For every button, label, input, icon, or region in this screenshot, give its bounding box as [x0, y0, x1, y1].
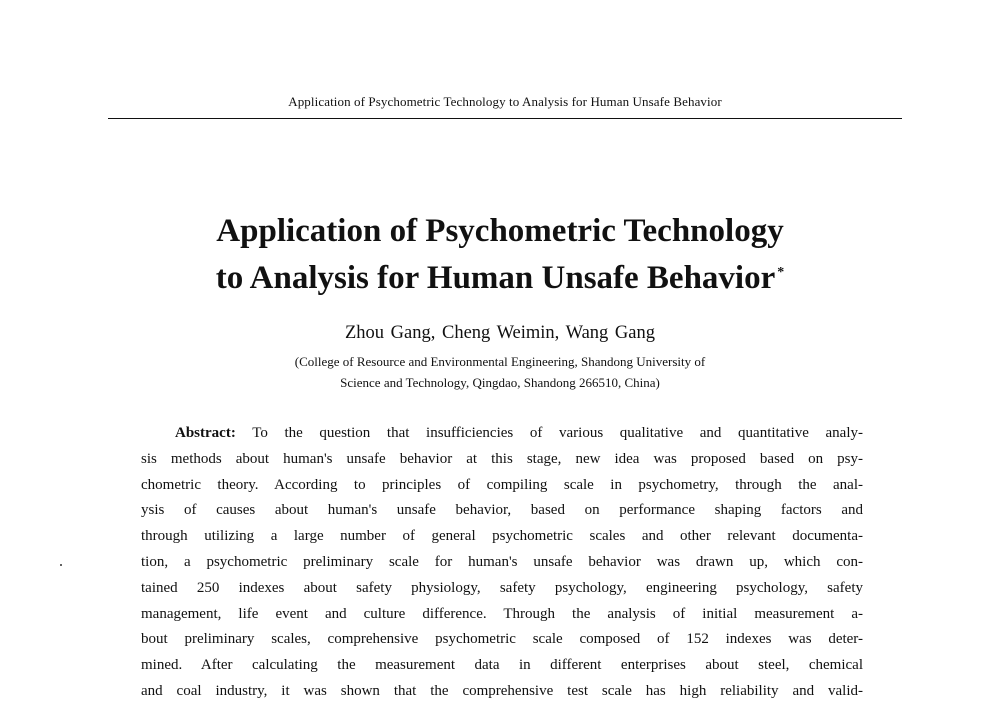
header-rule	[108, 118, 902, 119]
abstract-line: mined. After calculating the measurement data in different enterprises about steel, chemical	[141, 657, 863, 674]
abstract-line: management, life event and culture difference. Through the analysis of initial measurement a-	[141, 605, 863, 622]
paper-title	[100, 210, 900, 299]
abstract-label: Abstract:	[175, 425, 236, 441]
margin-mark	[60, 564, 62, 566]
abstract	[141, 421, 863, 705]
abstract-line: through utilizing a large number of general psychometric scales and other relevant documenta-	[141, 528, 863, 545]
abstract-line: tained 250 indexes about safety physiology, safety psychology, engineering psychology, safety	[141, 579, 863, 596]
affiliation	[100, 351, 900, 393]
abstract-line: sis methods about human's unsafe behavior at this stage, new idea was proposed based on psy-	[141, 450, 863, 467]
affiliation-line-2: Science and Technology, Qingdao, Shandong 266510, China)	[340, 375, 660, 390]
abstract-line: tion, a psychometric preliminary scale for human's unsafe behavior was drawn up, which con-	[141, 553, 863, 570]
abstract-line-text: To the question that insufficiencies of various qualitative and quantitative analy-	[252, 425, 863, 441]
title-line-2	[100, 252, 900, 299]
abstract-line	[141, 421, 863, 447]
affiliation-line-1: (College of Resource and Environmental Engineering, Shandong University of	[294, 354, 706, 369]
abstract-line: bout preliminary scales, comprehensive psychometric scale composed of 152 indexes was deter-	[141, 631, 863, 648]
title-line-2-text: to Analysis for Human Unsafe Behavior	[215, 260, 776, 296]
author-list: Zhou Gang, Cheng Weimin, Wang Gang	[344, 323, 655, 343]
running-head: Application of Psychometric Technology to Analysis for Human Unsafe Behavior	[288, 94, 722, 109]
abstract-line: ysis of causes about human's unsafe behavior, based on performance shaping factors and	[141, 502, 863, 519]
title-line-1: Application of Psychometric Technology	[216, 213, 784, 249]
abstract-line: and coal industry, it was shown that the comprehensive test scale has high reliability and valid-	[141, 682, 863, 699]
title-footnote-mark: *	[777, 265, 785, 280]
abstract-line: chometric theory. According to principles of compiling scale in psychometry, through the anal-	[141, 476, 863, 493]
